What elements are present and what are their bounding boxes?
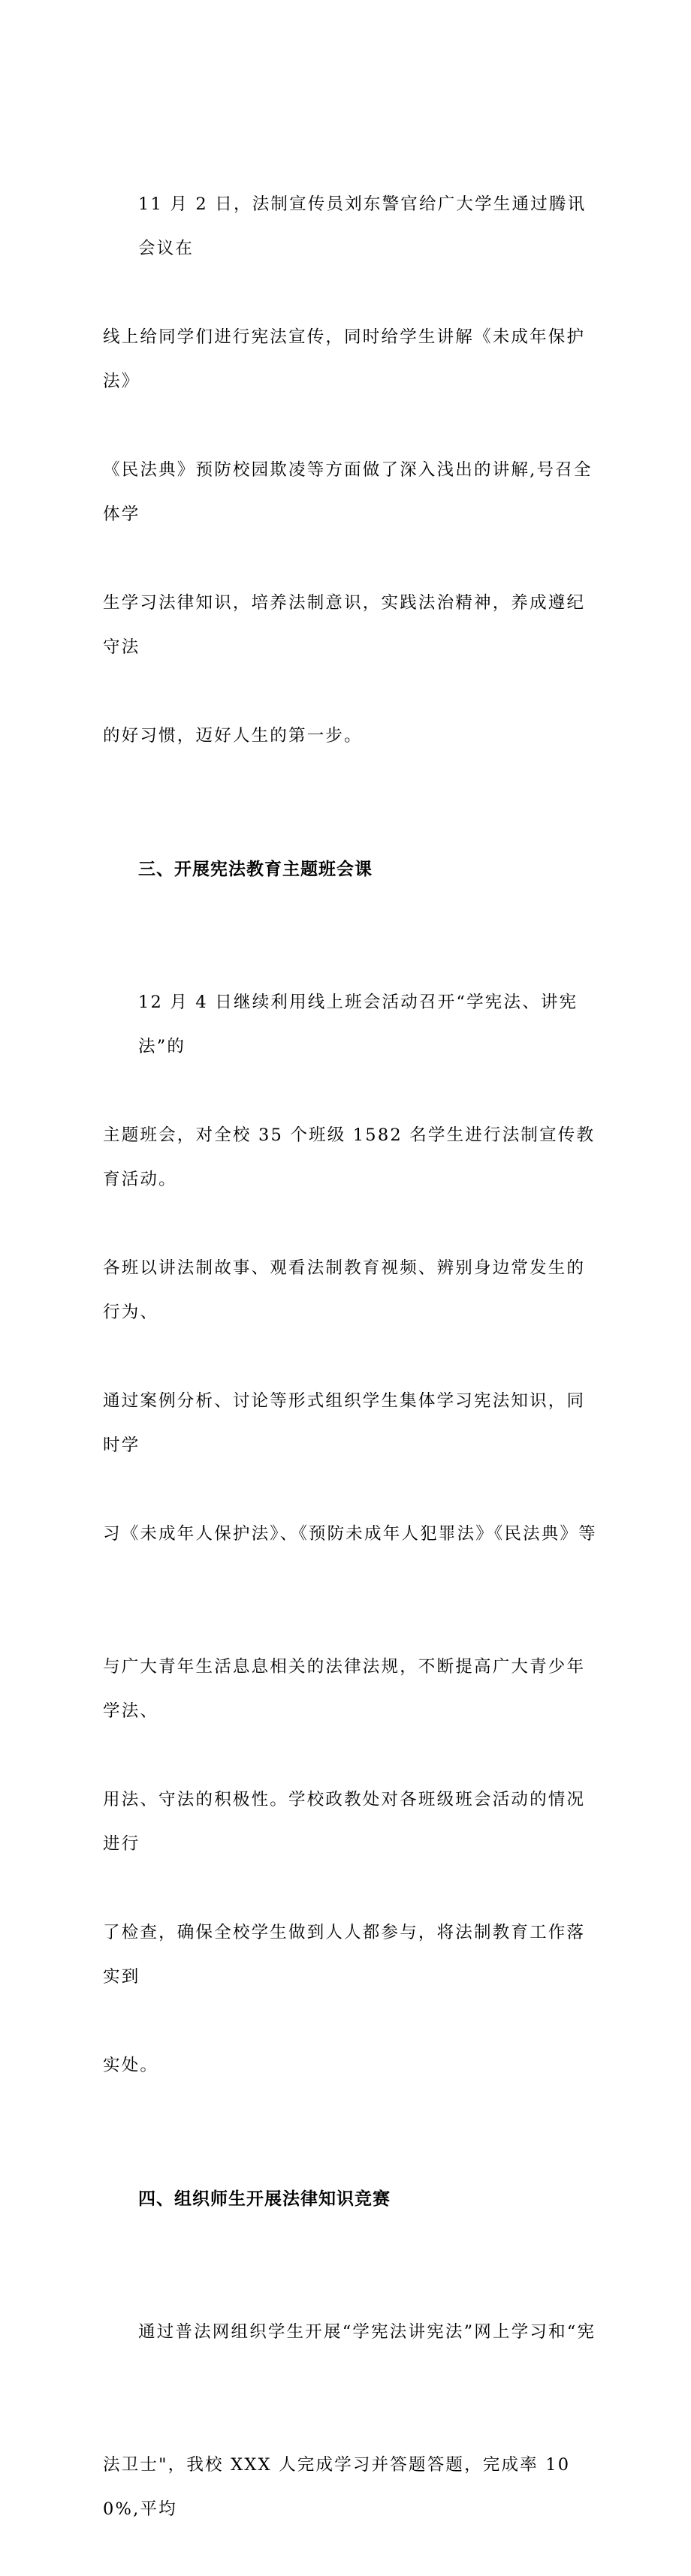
- text-line: 生学习法律知识，培养法制意识，实践法治精神，养成遵纪守法: [103, 593, 586, 657]
- text-line: 习《未成年人保护法》、《预防未成年人犯罪法》《民法典》等: [103, 1524, 597, 1544]
- text-line: 用法、守法的积极性。学校政教处对各班级班会活动的情况进行: [103, 1790, 586, 1854]
- text-line: 《民法典》预防校园欺凌等方面做了深入浅出的讲解,号召全体学: [103, 460, 593, 524]
- text-line: 主题班会，对全校 35 个班级 1582 名学生进行法制宣传教育活动。: [103, 1125, 596, 1189]
- section-heading-4: 四、组织师生开展法律知识竞赛: [138, 2189, 391, 2209]
- text-line: 实处。: [103, 2056, 159, 2075]
- paragraph-lecture: [103, 94, 599, 847]
- paragraph-competition: [103, 2222, 599, 2576]
- text-line: 的好习惯，迈好人生的第一步。: [103, 726, 363, 746]
- text-line: 11 月 2 日，法制宣传员刘东警官给广大学生通过腾讯会议在: [138, 194, 587, 258]
- text-line: 了检查，确保全校学生做到人人都参与，将法制教育工作落实到: [103, 1923, 586, 1987]
- paragraph-class-meeting: [103, 892, 599, 2177]
- text-line: 与广大青年生活息息相关的法律法规，不断提高广大青少年学法、: [103, 1657, 586, 1721]
- document-body: [103, 94, 599, 2576]
- text-line: 12 月 4 日继续利用线上班会活动召开“学宪法、讲宪法”的: [138, 993, 578, 1056]
- text-line: 法卫士"，我校 XXX 人完成学习并答题答题，完成率 100%,平均: [103, 2455, 571, 2519]
- text-line: 各班以讲法制故事、观看法制教育视频、辨别身边常发生的行为、: [103, 1258, 586, 1322]
- text-line: 通过案例分析、讨论等形式组织学生集体学习宪法知识，同时学: [103, 1391, 586, 1455]
- text-line: 通过普法网组织学生开展“学宪法讲宪法”网上学习和“宪: [138, 2322, 596, 2342]
- section-heading-3: 三、开展宪法教育主题班会课: [138, 860, 373, 879]
- text-line: 线上给同学们进行宪法宣传，同时给学生讲解《未成年保护法》: [103, 327, 586, 391]
